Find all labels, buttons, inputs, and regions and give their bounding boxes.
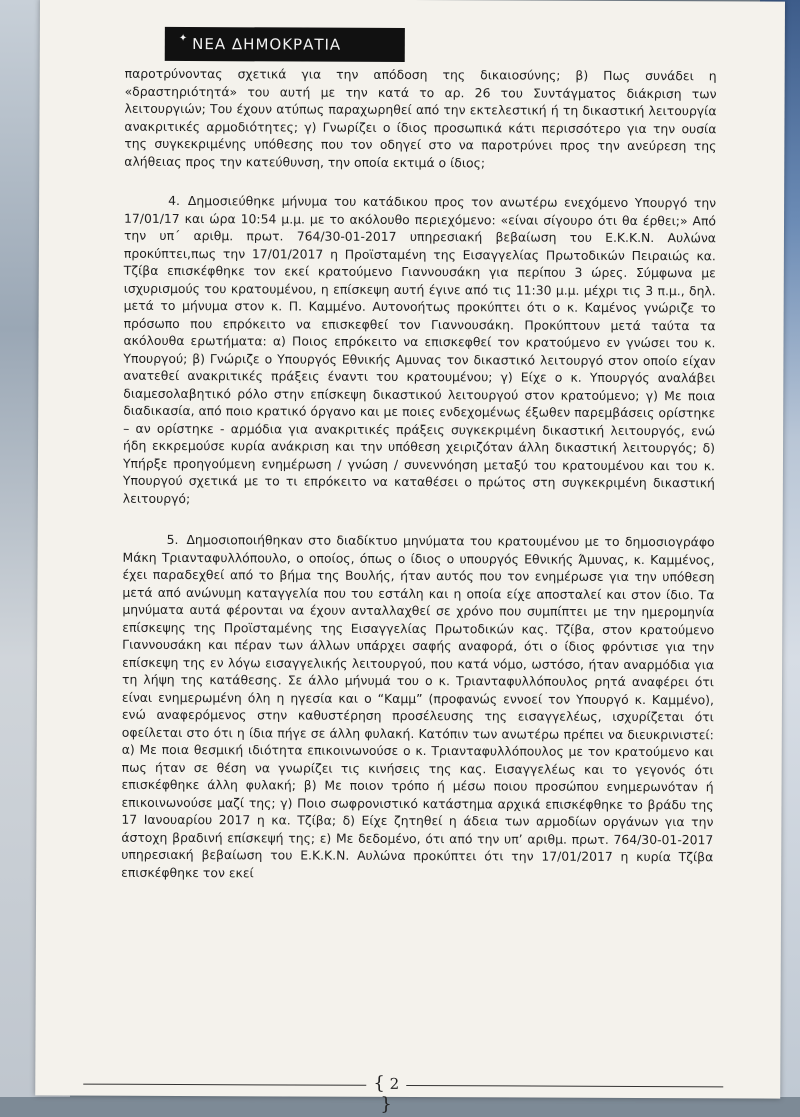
page-footer xyxy=(83,1072,723,1115)
paragraph-5 xyxy=(121,531,715,884)
logo-text: ΝΕΑ ΔΗΜΟΚΡΑΤΙΑ xyxy=(192,35,342,54)
paragraph-text: Δημοσιοποιήθηκαν στο διαδίκτυο μηνύματα του κρατουμένου με το δημοσιογράφο Μάκη Τριανταφυλλόπουλο, ο οποίος, όπως ο ίδιος ο υπουργός Εθνικής Άμυνας, κ. Καμμένος, έχει παραδεχθεί από το βήμα της Βουλής, ήταν αυτός που τον ενημέρωσε για την υπόθεση μετά από ανώνυμη καταγγελία που του εστάλη και η οποία είχε αποσταλεί και στον ίδιο. Τα μηνύματα αυτά φέρονται να έχουν ανταλλαχθεί σε χρόνο που συμπίπτει με την ημερομηνία επίσκεψης της Προϊσταμένης της Εισαγγελίας Πρωτοδικών κας. Τζίβα, στον κρατούμενο Γιαννουσάκη και πέραν των άλλων υπάρχει σαφής αναφορά, ότι ο ίδιος φρόντισε για την επίσκεψη της εν λόγω εισαγγελικής λειτουργού, που κατά νόμο, ωστόσο, ήταν αναρμόδια για τη λήψη της κατάθεσης. Σε άλλο μήνυμά του ο κ. Τριανταφυλλόπουλος ρητά αναφέρει ότι είναι ενημερωμένη όλη η ηγεσία και ο “Καμμ” (προφανώς εννοεί τον Υπουργό κ. Καμμένο), ενώ αναφερόμενος στην καθυστέρηση προσέλευσης της εισαγγελέως, ισχυρίζεται ότι οφείλεται στο ότι η ίδια πήγε σε άλλη φυλακή. Κατόπιν των ανωτέρω πρέπει να διευκρινιστεί: α) Με ποια θεσμική ιδιότητα επικοινωνούσε ο κ. Τριανταφυλλόπουλος με τον κρατούμενο και πως ήταν σε θέση να γνωρίζει τις κινήσεις της κας. Εισαγγελέως και το γεγονός ότι επισκέφθηκε άλλη φυλακή; β) Με ποιον τρόπο ή μέσω ποιου προσώπου ενημερωνόταν ή επικοινωνούσε μαζί της; γ) Ποιο σωφρονιστικό κατάστημα αρχικά επισκέφθηκε το βράδυ της 17 Ιανουαρίου 2017 η κα. Τζίβα; δ) Είχε ζητηθεί η άδεια των αρμοδίων οργάνων για την άστοχη βραδινή επίσκεψή της; ε) Με δεδομένο, ότι από την υπ’ αριθμ. πρωτ. 764/30-01-2017 υπηρεσιακή βεβαίωση του Ε.Κ.Κ.Ν. Αυλώνα προκύπτει ότι την 17/01/2017 η κυρία Τζίβα επισκέφθηκε τον εκεί xyxy=(121,532,715,880)
logo-mark-icon: ✦ xyxy=(178,32,189,44)
party-logo xyxy=(165,27,405,62)
paragraph-text: Δημοσιεύθηκε μήνυμα του κατάδικου προς τον ανωτέρω ενεχόμενο Υπουργό την 17/01/17 και ώρα 10:54 μ.μ. με το ακόλουθο περιεχόμενο: «είναι σίγουρο ότι θα έρθει;» Από την υπ΄ αριθμ. πρωτ. 764/30-01-2017 υπηρεσιακή βεβαίωση του Ε.Κ.Κ.Ν. Αυλώνα προκύπτει,πως την 17/01/2017 η Προϊσταμένη της Εισαγγελίας Πρωτοδικών Πειραιώς κα. Τζίβα επισκέφθηκε τον εκεί κρατούμενο Γιαννουσάκη για περίπου 3 ώρες. Σύμφωνα με ισχυρισμούς του κρατουμένου, η επίσκεψη αυτή έγινε από τις 11:30 μ.μ. μέχρι τις 3 π.μ., δηλ. μετά το μήνυμα στον κ. Π. Καμμένο. Αυτονοήτως προκύπτει ότι ο κ. Καμένος γνώριζε το πρόσωπο που επρόκειτο να επισκεφθεί τον Γιαννουσάκη. Προκύπτουν μετά ταύτα τα ακόλουθα ερωτήματα: α) Ποιος επρόκειτο να επισκεφθεί τον κρατούμενο εν γνώσει του κ. Υπουργού; β) Γνώριζε ο Υπουργός Εθνικής Αμυνας τον δικαστικό λειτουργό στον οποίο είχαν ανατεθεί ανακριτικές πράξεις έναντι του κρατουμένου; γ) Είχε ο κ. Υπουργός αναλάβει διαμεσολαβητικό ρόλο στην επίσκεψη δικαστικού λειτουργού στον κρατούμενο; γ) Με ποια διαδικασία, από ποιο κρατικό όργανο και με ποιες ενδεχομένως έξωθεν παρεμβάσεις ορίστηκε – αν ορίστηκε - αρμόδια για ανακριτικές πράξεις συγκεκριμένη δικαστική λειτουργός, ενώ ήδη εκκρεμούσε κυρία ανάκριση και την υπόθεση χειριζόταν άλλη δικαστική λειτουργός; δ) Υπήρξε προηγούμενη ενημέρωση / γνώση / συνεννόηση μεταξύ του κρατουμένου και του κ. Υπουργού σχετικά με το τι επρόκειτο να καταθέσει ο πρώτος στη συγκεκριμένη δικαστική λειτουργό; xyxy=(122,193,717,506)
page-number: { 2 } xyxy=(373,1072,400,1115)
document-body xyxy=(121,65,717,908)
footer-rule-left xyxy=(83,1084,366,1086)
document-page xyxy=(35,0,785,1115)
paragraph-continuation xyxy=(124,65,716,173)
paragraph-text: παροτρύνοντας σχετικά για την απόδοση της δικαιοσύνης; β) Πως συνάδει η «δραστηριότητά» του αυτή με την κατά το αρ. 26 του Συντάγματος διάκριση των λειτουργιών; Του έχουν ατύπως παραχωρηθεί από την εκτελεστική ή τη δικαστική λειτουργία ανακριτικές αρμοδιότητες; γ) Γνωρίζει ο ίδιος προσωπικά κάτι περισσότερο για την ουσία της συγκεκριμένης υπόθεσης που τον οδηγεί στο να παροτρύνει προς την ανεύρεση της αλήθειας προς την κατεύθυνση, την οποία εκτιμά ο ίδιος; xyxy=(124,65,717,170)
paragraph-number: 5. xyxy=(166,531,179,547)
paragraph-number: 4. xyxy=(168,192,180,208)
page-number-value: 2 xyxy=(389,1074,400,1093)
footer-rule-right xyxy=(406,1085,723,1087)
paragraph-4 xyxy=(123,192,716,510)
